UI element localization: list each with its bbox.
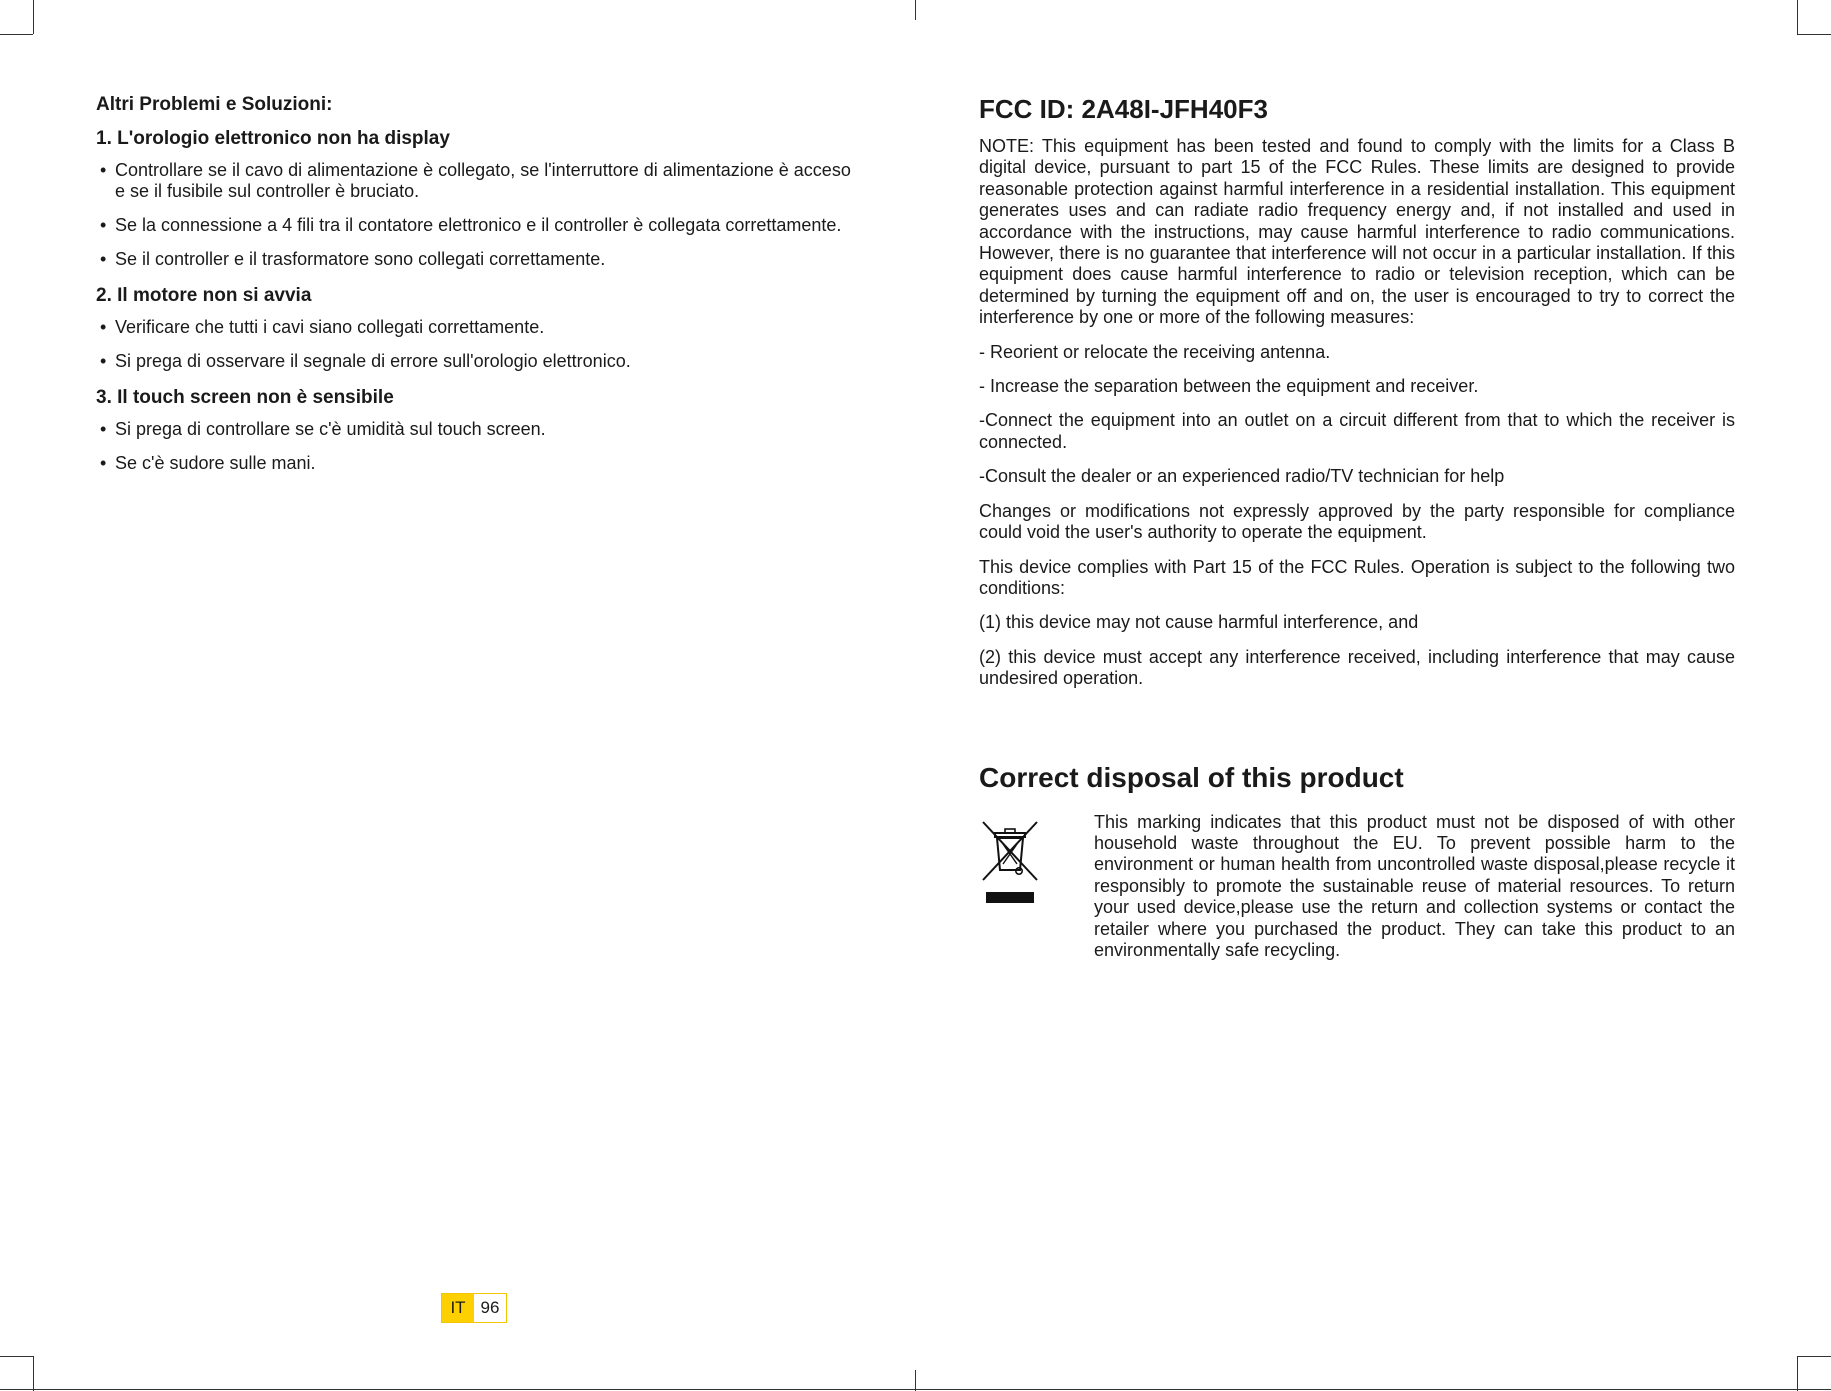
- fcc-id-title: FCC ID: 2A48I-JFH40F3: [979, 94, 1268, 124]
- bullet-list: [96, 160, 853, 270]
- crop-mark: [1797, 34, 1831, 35]
- crop-mark: [915, 1370, 916, 1391]
- fcc-paragraph: Changes or modifications not expressly approved by the party responsible for compliance could void the user's authority to operate the equipment.: [979, 500, 1735, 543]
- crossed-out-wheelie-bin-icon: [979, 812, 1094, 962]
- section-no-display: [96, 126, 853, 270]
- section-touch-screen: [96, 385, 853, 474]
- disposal-section: [979, 812, 1735, 962]
- list-item: • Se c'è sudore sulle mani.: [96, 453, 853, 474]
- section-heading: 3. Il touch screen non è sensibile: [96, 387, 394, 408]
- list-item: • Si prega di controllare se c'è umidità sul touch screen.: [96, 419, 853, 440]
- fcc-paragraph: - Increase the separation between the equipment and receiver.: [979, 376, 1479, 397]
- crop-mark: [33, 0, 34, 34]
- fcc-paragraph: (2) this device must accept any interference received, including interference that may cause undesired operation.: [979, 646, 1735, 689]
- right-page: [979, 92, 1735, 961]
- fcc-paragraph: (1) this device may not cause harmful interference, and: [979, 612, 1419, 633]
- bullet-list: [96, 419, 853, 474]
- left-page: [96, 92, 853, 487]
- list-item: • Se il controller e il trasformatore sono collegati correttamente.: [96, 249, 853, 270]
- disposal-text: This marking indicates that this product must not be disposed of with other household waste throughout the EU. To prevent possible harm to the environment or human health from uncontrolled waste disposal,please recycle it responsibly to promote the sustainable reuse of material resources. To return your used device,please use the return and collection systems or contact the retailer where you purchased the product. They can take this product to an environmentally safe recycling.: [1094, 811, 1735, 960]
- crop-mark: [0, 1356, 33, 1357]
- fcc-paragraph: NOTE: This equipment has been tested and found to comply with the limits for a Class B digital device, pursuant to part 15 of the FCC Rules. These limits are designed to provide reasonable protection against harmful interference in a residential installation. This equipment generates uses and can radiate radio frequency energy and, if not installed and used in accordance with the instructions, may cause harmful interference to radio communications. However, there is no guarantee that interference will not occur in a particular installation. If this equipment does cause harmful interference to radio or television reception, which can be determined by turning the equipment off and on, the user is encouraged to try to correct the interference by one or more of the following measures:: [979, 136, 1735, 328]
- section-motor: [96, 283, 853, 372]
- section-heading: 1. L'orologio elettronico non ha display: [96, 128, 450, 149]
- crop-mark: [1797, 0, 1798, 34]
- crop-mark: [33, 1356, 34, 1391]
- page-number-badge: [441, 1293, 507, 1323]
- troubleshooting-title: Altri Problemi e Soluzioni:: [96, 94, 333, 115]
- language-tag: IT: [442, 1294, 474, 1322]
- fcc-paragraph: -Connect the equipment into an outlet on a circuit different from that to which the receiver is connected.: [979, 410, 1735, 452]
- page-bottom-edge: [0, 1389, 1831, 1390]
- crop-mark: [1797, 1356, 1831, 1357]
- fcc-paragraph: -Consult the dealer or an experienced radio/TV technician for help: [979, 466, 1505, 487]
- disposal-title: Correct disposal of this product: [979, 761, 1404, 793]
- section-heading: 2. Il motore non si avvia: [96, 285, 312, 306]
- crop-mark: [915, 0, 916, 20]
- bullet-list: [96, 317, 853, 372]
- list-item: • Controllare se il cavo di alimentazione è collegato, se l'interruttore di alimentazione è acceso e se il fusibile sul controller è bruciato.: [96, 160, 853, 202]
- page-number: 96: [474, 1294, 506, 1322]
- crop-mark: [1797, 1356, 1798, 1391]
- list-item: • Si prega di osservare il segnale di errore sull'orologio elettronico.: [96, 351, 853, 372]
- fcc-paragraph: - Reorient or relocate the receiving antenna.: [979, 341, 1331, 362]
- fcc-paragraph: This device complies with Part 15 of the FCC Rules. Operation is subject to the following two conditions:: [979, 556, 1735, 598]
- list-item: • Verificare che tutti i cavi siano collegati correttamente.: [96, 317, 853, 338]
- list-item: • Se la connessione a 4 fili tra il contatore elettronico e il controller è collegata correttamente.: [96, 215, 853, 236]
- crop-mark: [0, 34, 33, 35]
